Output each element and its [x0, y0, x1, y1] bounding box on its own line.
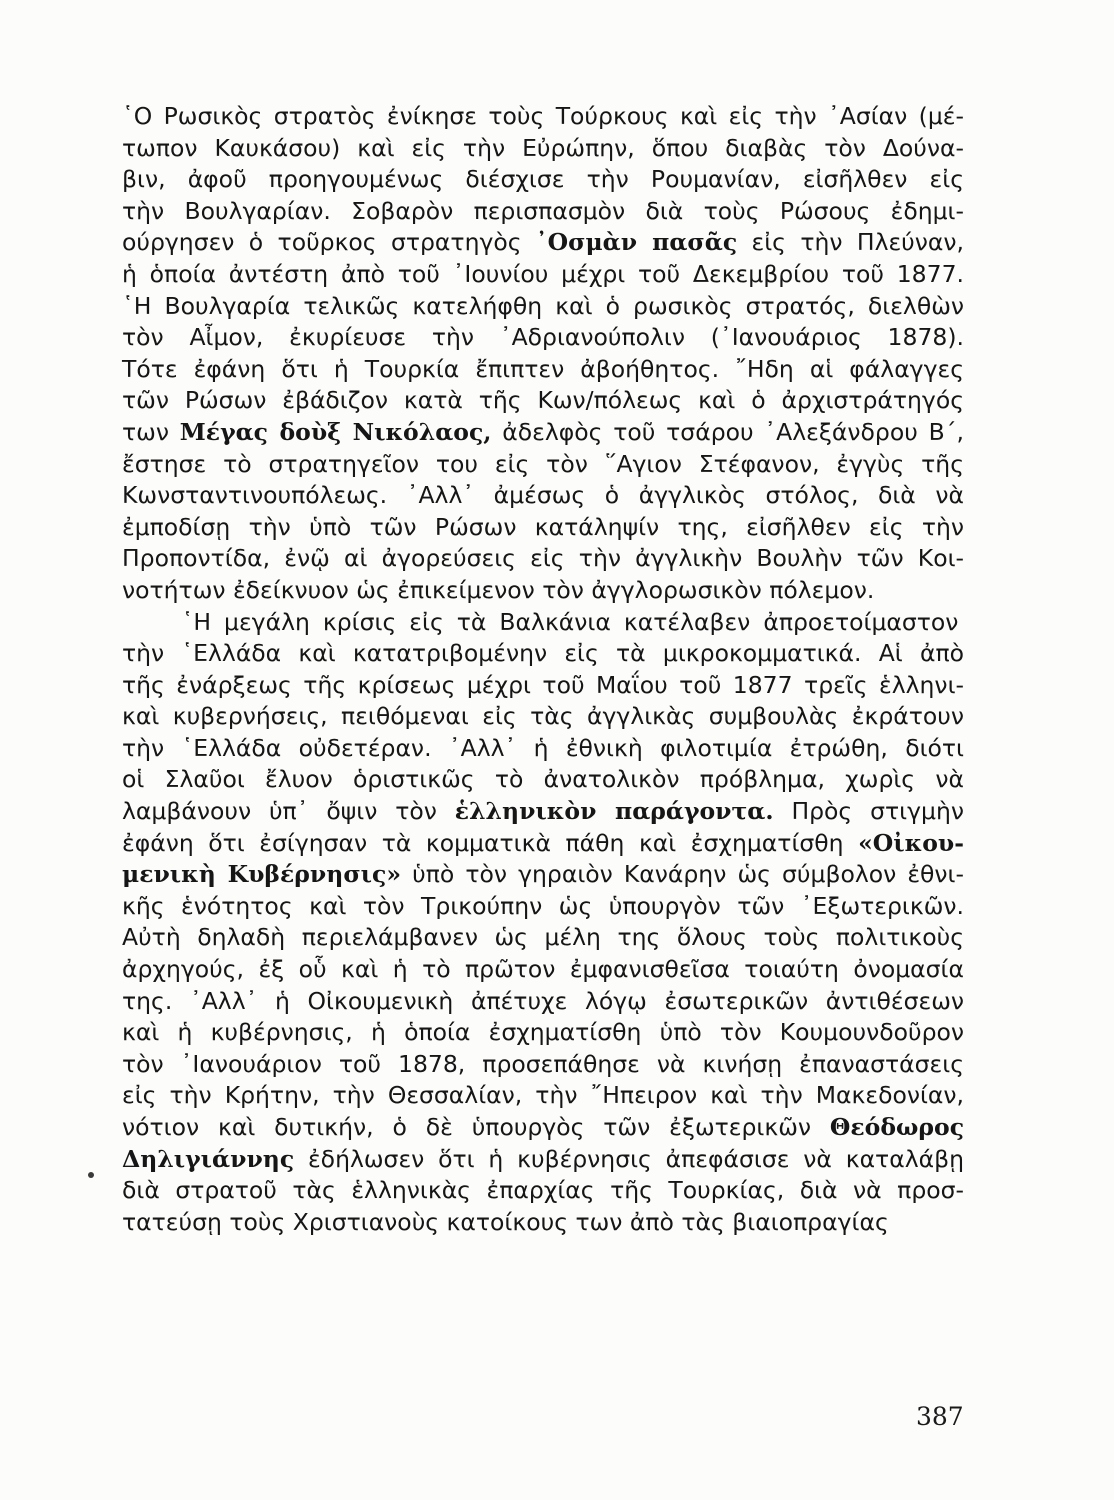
- text-line: [122, 1049, 964, 1081]
- text-line: [122, 101, 964, 133]
- text-line: [122, 227, 964, 259]
- text-line: [122, 543, 964, 575]
- line-text: οἱ Σλαῦοι ἔλυον ὁριστικῶς τὸ ἀνατολικὸν πρόβλημα, χωρὶς νὰ: [122, 765, 964, 794]
- line-text: ἀδελφὸς τοῦ τσάρου ᾿Αλεξάνδρου Β΄,: [491, 417, 964, 446]
- line-text: ὑπὸ τὸν γηραιὸν Κανάρην ὡς σύμβολον ἐθνι-: [401, 860, 964, 889]
- line-text: κῆς ἑνότητος καὶ τὸν Τρικούπην ὡς ὑπουργὸν τῶν ᾿Εξωτερικῶν.: [122, 891, 964, 920]
- text-line: [122, 417, 964, 449]
- text-line: [122, 1175, 964, 1207]
- line-text: ῾Η Βουλγαρία τελικῶς κατελήφθη καὶ ὁ ρωσικὸς στρατός, διελθὼν: [122, 291, 964, 320]
- line-text: νοτήτων ἐδείκνυον ὡς ἐπικείμενον τὸν ἀγγλορωσικὸν πόλεμον.: [122, 575, 875, 604]
- line-text: τὴν Βουλγαρίαν. Σοβαρὸν περισπασμὸν διὰ τοὺς Ρώσους ἐδημι-: [122, 196, 964, 225]
- text-line: [122, 986, 964, 1018]
- line-text: τὸν Αἶμον, ἐκυρίευσε τὴν ᾿Αδριανούπολιν (᾿Ιανουάριος 1878).: [122, 323, 964, 352]
- line-text: εἰς τὴν Κρήτην, τὴν Θεσσαλίαν, τὴν ῎Ηπειρον καὶ τὴν Μακεδονίαν,: [122, 1081, 964, 1110]
- line-text: ἀρχηγούς, ἐξ οὗ καὶ ἡ τὸ πρῶτον ἐμφανισθεῖσα τοιαύτη ὀνομασία: [122, 955, 964, 984]
- text-line: [122, 133, 964, 165]
- text-line: [122, 1207, 964, 1239]
- text-line: [122, 891, 964, 923]
- text-line: [122, 385, 964, 417]
- line-text: ἐφάνη ὅτι ἐσίγησαν τὰ κομματικὰ πάθη καὶ ἐσχηματίσθη: [122, 828, 859, 857]
- line-text: ῾Ο Ρωσικὸς στρατὸς ἐνίκησε τοὺς Τούρκους καὶ εἰς τὴν ᾿Ασίαν (μέ-: [122, 102, 964, 130]
- line-text: τῆς ἐνάρξεως τῆς κρίσεως μέχρι τοῦ Μαΐου τοῦ 1877 τρεῖς ἑλληνι-: [122, 670, 964, 699]
- text-line: [122, 954, 964, 986]
- line-text: ἐμποδίσῃ τὴν ὑπὸ τῶν Ρώσων κατάληψίν της, εἰσῆλθεν εἰς τὴν: [122, 512, 964, 541]
- text-line: [122, 922, 964, 954]
- text-line: [122, 859, 964, 891]
- line-text: των: [122, 417, 180, 446]
- line-text: ῾Η μεγάλη κρίσις εἰς τὰ Βαλκάνια κατέλαβεν ἀπροετοίμαστον: [122, 607, 959, 636]
- text-line: [122, 733, 964, 765]
- line-text: διὰ στρατοῦ τὰς ἑλληνικὰς ἐπαρχίας τῆς Τουρκίας, διὰ νὰ προσ-: [122, 1176, 964, 1205]
- line-text: Πρὸς στιγμὴν: [773, 797, 964, 826]
- line-text: ούργησεν ὁ τοῦρκος στρατηγὸς: [122, 228, 536, 257]
- line-text: λαμβάνουν ὑπ᾿ ὄψιν τὸν: [122, 797, 455, 826]
- line-text: τὴν ῾Ελλάδα καὶ κατατριβομένην εἰς τὰ μικροκομματικά. Αἱ ἀπὸ: [122, 639, 964, 668]
- bold-name-text: ᾿Οσμὰν πασᾶς: [535, 228, 738, 257]
- margin-mark: [88, 1172, 94, 1178]
- text-line: [122, 196, 964, 228]
- line-text: ἡ ὁποία ἀντέστη ἀπὸ τοῦ ᾿Ιουνίου μέχρι τοῦ Δεκεμβρίου τοῦ 1877.: [122, 259, 964, 288]
- text-line: [122, 354, 964, 386]
- text-line: [122, 1017, 964, 1049]
- text-line: [122, 291, 964, 323]
- line-text: βιν, ἀφοῦ προηγουμένως διέσχισε τὴν Ρουμανίαν, εἰσῆλθεν εἰς: [122, 165, 964, 194]
- line-text: εἰς τὴν Πλεύναν,: [737, 228, 964, 257]
- line-text: Κωνσταντινουπόλεως. ᾿Αλλ᾿ ἀμέσως ὁ ἀγγλικὸς στόλος, διὰ νὰ: [122, 481, 964, 510]
- text-line: [122, 480, 964, 512]
- text-line: [122, 1080, 964, 1112]
- bold-name-text: «Οἰκου-: [858, 828, 964, 857]
- bold-name-text: Θεόδωρος: [829, 1113, 964, 1141]
- text-line: [122, 575, 964, 607]
- body-text: [122, 101, 964, 1238]
- line-text: καὶ ἡ κυβέρνησις, ἡ ὁποία ἐσχηματίσθη ὑπὸ τὸν Κουμουνδοῦρον: [122, 1018, 964, 1047]
- bold-name-text: Δηλιγιάννης: [122, 1144, 295, 1173]
- text-line: [122, 607, 964, 639]
- bold-name-text: Μέγας δοὺξ Νικόλαος,: [179, 417, 492, 446]
- line-text: τωπον Καυκάσου) καὶ εἰς τὴν Εὐρώπην, ὅπου διαβὰς τὸν Δούνα-: [122, 133, 964, 162]
- text-line: [122, 164, 964, 196]
- line-text: Αὐτὴ δηλαδὴ περιελάμβανεν ὡς μέλη της ὅλους τοὺς πολιτικοὺς: [122, 923, 964, 952]
- line-text: τὴν ῾Ελλάδα οὐδετέραν. ᾿Αλλ᾿ ἡ ἐθνικὴ φιλοτιμία ἐτρώθη, διότι: [122, 733, 964, 762]
- line-text: τῶν Ρώσων ἐβάδιζον κατὰ τῆς Κων/πόλεως καὶ ὁ ἀρχιστράτηγός: [122, 386, 964, 415]
- text-line: [122, 1144, 964, 1176]
- line-text: Προποντίδα, ἐνῷ αἱ ἀγορεύσεις εἰς τὴν ἀγγλικὴν Βουλὴν τῶν Κοι-: [122, 544, 964, 573]
- line-text: ἔστησε τὸ στρατηγεῖον του εἰς τὸν ῞Αγιον Στέφανον, ἐγγὺς τῆς: [122, 449, 964, 478]
- text-line: [122, 701, 964, 733]
- text-line: [122, 449, 964, 481]
- line-text: τατεύσῃ τοὺς Χριστιανοὺς κατοίκους των ἀπὸ τὰς βιαιοπραγίας: [122, 1207, 889, 1236]
- page-number: 387: [916, 1402, 964, 1431]
- text-line: [122, 764, 964, 796]
- text-line: [122, 670, 964, 702]
- text-line: [122, 1112, 964, 1144]
- line-text: νότιον καὶ δυτικήν, ὁ δὲ ὑπουργὸς τῶν ἐξωτερικῶν: [122, 1113, 830, 1141]
- line-text: Τότε ἐφάνη ὅτι ἡ Τουρκία ἔπιπτεν ἀβοήθητος. ῎Ηδη αἱ φάλαγγες: [122, 354, 964, 383]
- text-line: [122, 259, 964, 291]
- line-text: της. ᾿Αλλ᾿ ἡ Οἰκουμενικὴ ἀπέτυχε λόγῳ ἐσωτερικῶν ἀντιθέσεων: [122, 986, 964, 1015]
- text-line: [122, 638, 964, 670]
- bold-name-text: μενικὴ Κυβέρνησις»: [122, 860, 402, 889]
- line-text: ἐδήλωσεν ὅτι ἡ κυβέρνησις ἀπεφάσισε νὰ καταλάβῃ: [294, 1144, 964, 1173]
- text-line: [122, 828, 964, 860]
- bold-name-text: ἑλληνικὸν παράγοντα.: [454, 797, 774, 826]
- text-line: [122, 512, 964, 544]
- text-line: [122, 796, 964, 828]
- line-text: τὸν ᾿Ιανουάριον τοῦ 1878, προσεπάθησε νὰ κινήσῃ ἐπαναστάσεις: [122, 1049, 964, 1078]
- line-text: καὶ κυβερνήσεις, πειθόμεναι εἰς τὰς ἀγγλικὰς συμβουλὰς ἐκράτουν: [122, 702, 964, 731]
- text-line: [122, 322, 964, 354]
